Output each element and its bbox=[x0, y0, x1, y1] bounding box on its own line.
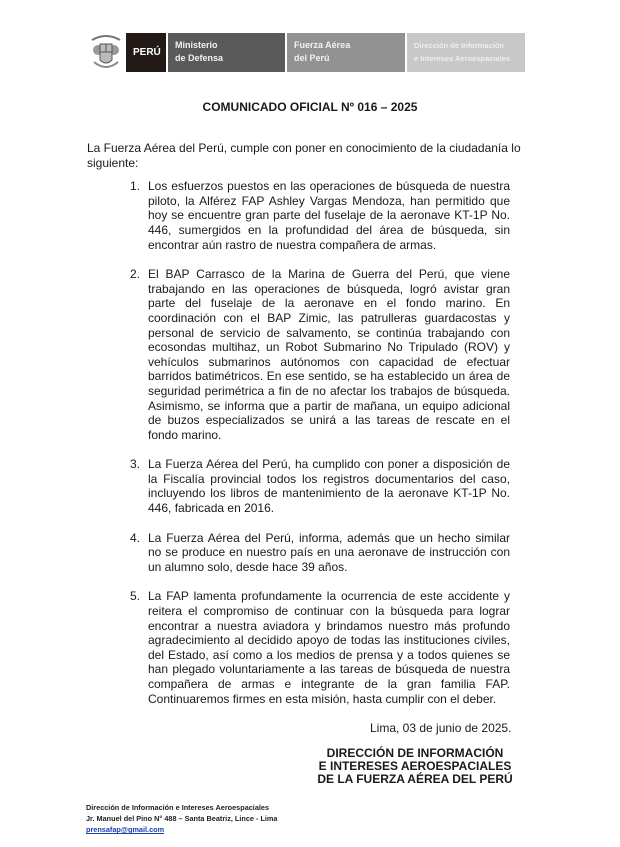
item-number: 5. bbox=[130, 589, 141, 604]
signature-line1: DIRECCIÓN DE INFORMACIÓN bbox=[326, 746, 504, 761]
header-peru-text: PERÚ bbox=[133, 47, 161, 58]
footer-office: Dirección de Información e Intereses Aeroespaciales bbox=[86, 803, 270, 813]
header-fuerza-line2: del Perú bbox=[294, 53, 330, 63]
list-item bbox=[130, 267, 510, 442]
header-ministerio-block bbox=[168, 33, 285, 72]
letterhead bbox=[0, 0, 620, 86]
header-fuerza-line1: Fuerza Aérea bbox=[294, 40, 351, 50]
footer bbox=[86, 802, 620, 835]
numbered-list bbox=[130, 179, 510, 721]
signature-line2: E INTERESES AEROESPACIALES bbox=[318, 759, 512, 774]
document-date: Lima, 03 de junio de 2025. bbox=[370, 721, 512, 736]
header-fuerza-block bbox=[287, 33, 405, 72]
signature-block bbox=[300, 747, 530, 786]
item-text: El BAP Carrasco de la Marina de Guerra del Perú, que viene trabajando en las operaciones de búsqueda, logró avistar gran parte del fuselaje de la aeronave en el fondo marino. En coordinación con el BAP Zimic, las patrulleras guardacostas y personal de servicio de salvamento, se continúa trabajando con ecosondas multihaz, un Robot Submarino No Tripulado (ROV) y vehículos submarinos autónomos con capacidad de efectuar barridos batimétricos. En ese sentido, se ha establecido un área de seguridad perimétrica a fin de no afectar los trabajos de búsqueda. Asimismo, se informa que a partir de mañana, un equipo adicional de buzos especializados se unirá a las tareas de rescate en el fondo marino. bbox=[148, 267, 510, 442]
item-text: La Fuerza Aérea del Perú, informa, además que un hecho similar no se produce en nuestro país en una aeronave de instrucción con un alumno solo, desde hace 39 años. bbox=[148, 530, 510, 574]
header-direccion-block bbox=[407, 33, 525, 72]
list-item bbox=[130, 531, 510, 575]
item-number: 1. bbox=[130, 179, 141, 194]
item-text: La FAP lamenta profundamente la ocurrencia de este accidente y reitera el compromiso de continuar con la búsqueda para lograr encontrar a nuestra aviadora y brindamos nuestro más profundo agradecimiento al decidido apoyo de todas las instituciones civiles, del Estado, así como a los medios de prensa y a todos quienes se han plegado voluntariamente a las tareas de búsqueda de nuestra compañera de armas e integrante de la gran familia FAP. Continuaremos firmes en esta misión, hasta cumplir con el deber. bbox=[148, 589, 510, 706]
intro-paragraph: La Fuerza Aérea del Perú, cumple con poner en conocimiento de la ciudadanía lo siguiente: bbox=[87, 141, 521, 170]
item-text: Los esfuerzos puestos en las operaciones de búsqueda de nuestra piloto, la Alférez FAP Ashley Vargas Mendoza, han permitido que hoy se encuentre gran parte del fuselaje de la aeronave KT-1P No. 446, sumergidos en la profundidad del área de búsqueda, sin encontrar aún rastro de nuestra compañera de armas. bbox=[148, 179, 510, 252]
item-text: La Fuerza Aérea del Perú, ha cumplido con poner a disposición de la Fiscalía provincial todos los registros documentarios del caso, incluyendo los libros de mantenimiento de la aeronave KT-1P No. 446, fabricada en 2016. bbox=[148, 457, 510, 516]
footer-email-link[interactable]: prensafap@gmail.com bbox=[86, 825, 165, 835]
national-emblem-icon bbox=[89, 32, 123, 72]
list-item bbox=[130, 457, 510, 515]
document-title: COMUNICADO OFICIAL Nº 016 – 2025 bbox=[202, 100, 418, 114]
header-ministerio-line2: de Defensa bbox=[175, 53, 224, 63]
header-ministerio-line1: Ministerio bbox=[175, 40, 218, 50]
list-item bbox=[130, 589, 510, 706]
signature-line3: DE LA FUERZA AÉREA DEL PERÚ bbox=[317, 772, 513, 787]
item-number: 4. bbox=[130, 530, 141, 545]
header-direccion-line2: e Intereses Aeroespaciales bbox=[414, 54, 511, 63]
header-direccion-line1: Dirección de Información bbox=[414, 41, 505, 50]
footer-address: Jr. Manuel del Pino N° 488 – Santa Beatriz, Lince - Lima bbox=[86, 814, 278, 824]
item-number: 2. bbox=[130, 267, 141, 282]
list-item bbox=[130, 179, 510, 252]
header-peru-block bbox=[126, 33, 166, 72]
item-number: 3. bbox=[130, 457, 141, 472]
